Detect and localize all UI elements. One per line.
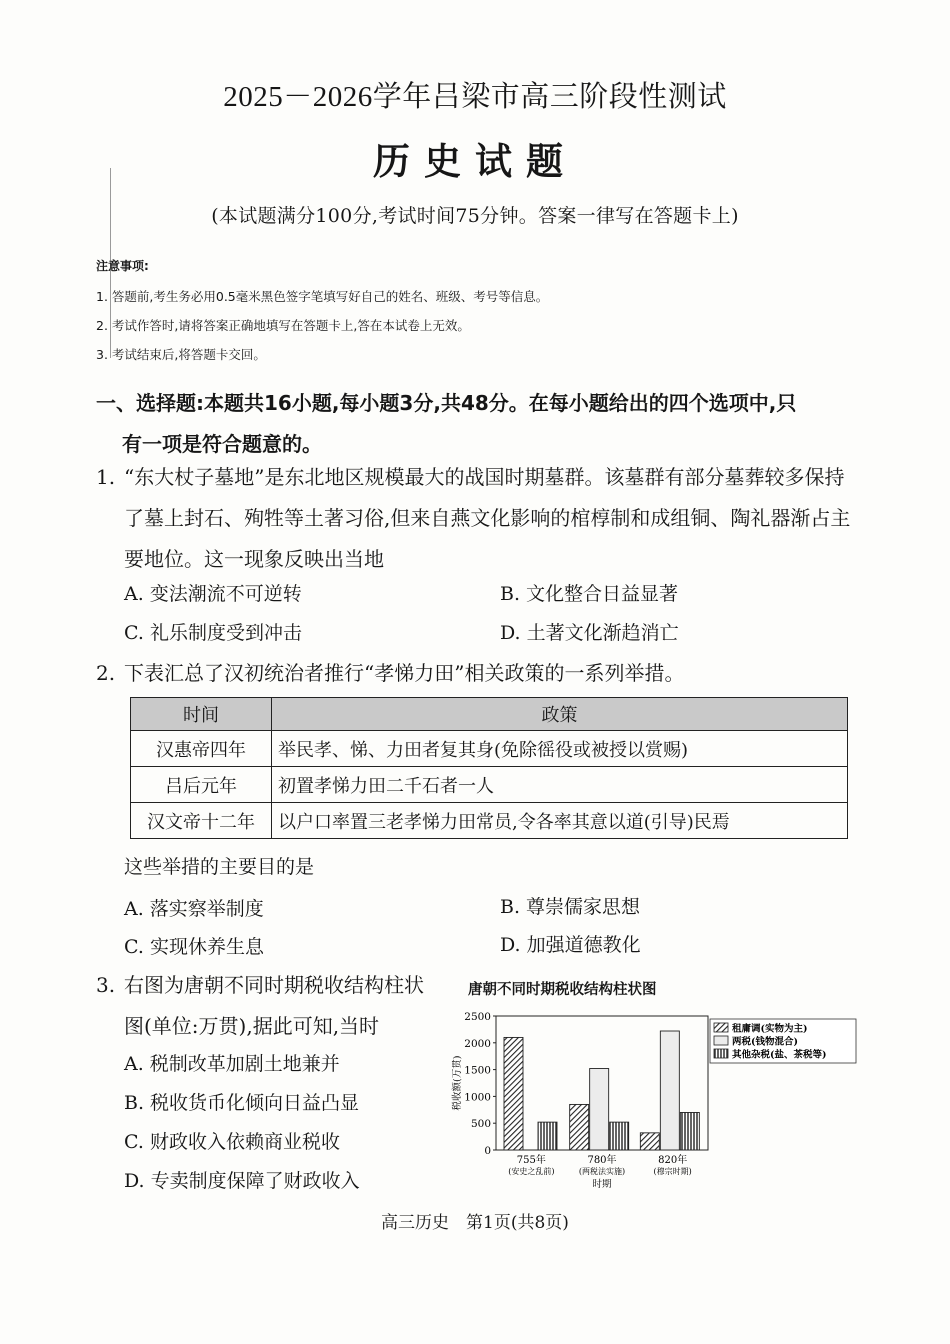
option-d[interactable]: D. 专卖制度保障了财政收入 <box>124 1170 360 1192</box>
policy-table <box>130 697 848 839</box>
chart-bars <box>504 1031 699 1150</box>
option-a[interactable]: A. 变法潮流不可逆转 <box>124 583 302 605</box>
question-2 <box>96 653 860 694</box>
option-d[interactable]: D. 加强道德教化 <box>500 934 641 956</box>
x-tick-note: (两税法实施) <box>578 1167 626 1176</box>
legend-label: 其他杂税(盐、茶税等) <box>732 1049 827 1061</box>
option-a[interactable]: A. 落实察举制度 <box>124 898 264 920</box>
table-cell-time: 吕后元年 <box>131 767 272 803</box>
exam-info: (本试题满分100分,考试时间75分钟。答案一律写在答题卡上) <box>211 205 739 227</box>
question-3 <box>96 965 434 1047</box>
notice-item: 3. 考试结束后,将答题卡交回。 <box>96 347 266 362</box>
page-footer: 高三历史 第1页(共8页) <box>381 1213 569 1233</box>
y-axis-label: 税收额(万贯) <box>452 1055 463 1111</box>
x-tick-label: 820年 <box>658 1155 688 1166</box>
table-header: 时间 <box>131 698 272 731</box>
x-tick-note: (穆宗时期) <box>653 1167 692 1176</box>
question-number: 3. <box>96 973 116 997</box>
question-stem: “东大杖子墓地”是东北地区规模最大的战国时期墓群。该墓群有部分墓葬较多保持了墓上封石、殉牲等土著习俗,但来自燕文化影响的棺椁制和成组铜、陶礼器渐占主要地位。这一现象反映出当地 <box>124 465 851 571</box>
exam-title: 2025－2026学年吕梁市高三阶段性测试 <box>223 81 727 113</box>
option-b[interactable]: B. 文化整合日益显著 <box>500 583 679 605</box>
bar <box>640 1133 659 1150</box>
y-tick-label: 2000 <box>464 1037 491 1050</box>
bar <box>570 1104 589 1150</box>
table-header-row <box>131 698 848 731</box>
section-heading <box>96 383 866 465</box>
legend-label: 两税(钱物混合) <box>732 1036 798 1048</box>
table-cell-policy: 初置孝悌力田二千石者一人 <box>272 767 848 803</box>
question-stem: 右图为唐朝不同时期税收结构柱状图(单位:万贯),据此可知,当时 <box>124 973 424 1038</box>
notice-heading: 注意事项: <box>96 259 149 273</box>
y-tick-label: 2500 <box>464 1011 491 1023</box>
tax-structure-chart <box>438 1004 870 1200</box>
x-tick-note: (安史之乱前) <box>508 1167 555 1176</box>
option-b[interactable]: B. 税收货币化倾向日益凸显 <box>124 1092 360 1114</box>
bar <box>504 1037 523 1150</box>
y-tick-label: 500 <box>470 1118 491 1131</box>
y-tick-label: 0 <box>484 1145 491 1157</box>
x-axis-label: 时期 <box>592 1179 612 1190</box>
bar <box>680 1112 699 1150</box>
option-b[interactable]: B. 尊崇儒家思想 <box>500 896 641 918</box>
bar <box>660 1031 679 1150</box>
question-prompt: 这些举措的主要目的是 <box>124 856 315 878</box>
bar <box>590 1069 609 1150</box>
table-row <box>131 767 848 803</box>
table-cell-time: 汉惠帝四年 <box>131 731 272 767</box>
subject-title: 历史试题 <box>373 139 577 183</box>
section-heading-line1: 一、选择题:本题共16小题,每小题3分,共48分。在每小题给出的四个选项中,只 <box>96 391 797 415</box>
x-tick-label: 780年 <box>587 1155 617 1166</box>
option-c[interactable]: C. 财政收入依赖商业税收 <box>124 1131 340 1153</box>
section-heading-line2: 有一项是符合题意的。 <box>122 432 322 456</box>
chart-title: 唐朝不同时期税收结构柱状图 <box>468 981 657 998</box>
legend-label: 租庸调(实物为主) <box>732 1023 808 1035</box>
question-number: 2. <box>96 661 116 685</box>
table-header: 政策 <box>272 698 848 731</box>
option-a[interactable]: A. 税制改革加剧土地兼并 <box>124 1053 340 1075</box>
option-c[interactable]: C. 礼乐制度受到冲击 <box>124 622 302 644</box>
table-cell-policy: 举民孝、悌、力田者复其身(免除徭役或被授以赏赐) <box>272 731 848 767</box>
legend-swatch <box>714 1049 728 1058</box>
legend-swatch <box>714 1036 728 1045</box>
table-cell-policy: 以户口率置三老孝悌力田常员,令各率其意以道(引导)民焉 <box>272 803 848 839</box>
question-number: 1. <box>96 465 116 489</box>
question-1 <box>96 457 860 580</box>
option-c[interactable]: C. 实现休养生息 <box>124 936 264 958</box>
y-tick-label: 1500 <box>464 1064 491 1077</box>
table-row <box>131 731 848 767</box>
bar <box>538 1122 557 1150</box>
table-row <box>131 803 848 839</box>
notice-item: 2. 考试作答时,请将答案正确地填写在答题卡上,答在本试卷上无效。 <box>96 318 470 333</box>
x-tick-label: 755年 <box>516 1155 546 1166</box>
question-stem: 下表汇总了汉初统治者推行“孝悌力田”相关政策的一系列举措。 <box>124 661 685 685</box>
bar <box>610 1122 629 1150</box>
chart-legend <box>710 1019 856 1063</box>
table-cell-time: 汉文帝十二年 <box>131 803 272 839</box>
y-tick-label: 1000 <box>464 1091 491 1104</box>
legend-swatch <box>714 1023 728 1032</box>
notice-item: 1. 答题前,考生务必用0.5毫米黑色签字笔填写好自己的姓名、班级、考号等信息。 <box>96 289 549 304</box>
option-d[interactable]: D. 土著文化渐趋消亡 <box>500 622 679 644</box>
